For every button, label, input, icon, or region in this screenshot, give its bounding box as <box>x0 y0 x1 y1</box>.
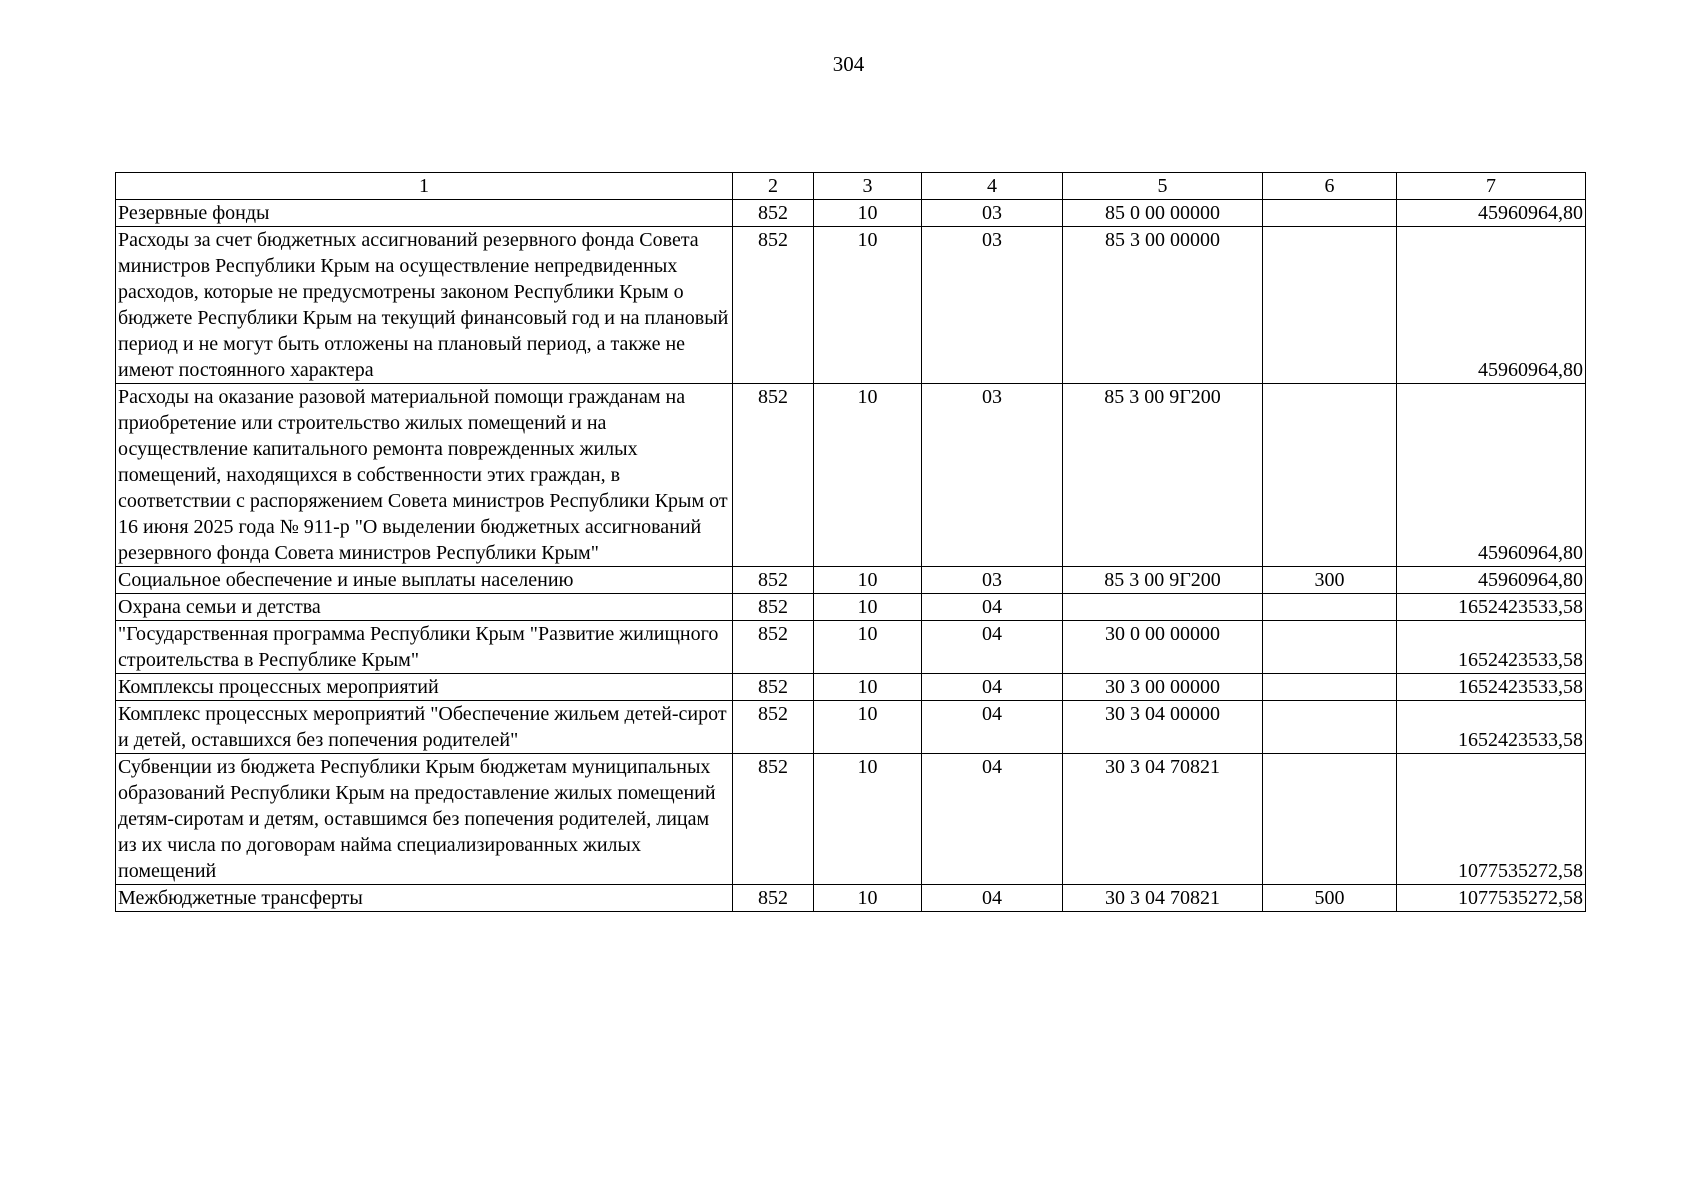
row-target-cell: 30 3 04 70821 <box>1063 885 1263 912</box>
header-cell: 3 <box>814 173 922 200</box>
row-subsection-cell: 03 <box>922 200 1063 227</box>
row-amount-cell: 45960964,80 <box>1397 227 1586 384</box>
row-name-cell: Резервные фонды <box>116 200 733 227</box>
row-name-cell: Комплекс процессных мероприятий "Обеспечение жильем детей-сирот и детей, оставшихся без попечения родителей" <box>116 701 733 754</box>
row-name-cell: Межбюджетные трансферты <box>116 885 733 912</box>
row-code-cell: 852 <box>733 200 814 227</box>
table-row <box>116 701 1586 754</box>
row-code-cell: 852 <box>733 621 814 674</box>
table-row <box>116 754 1586 885</box>
row-type-cell <box>1263 200 1397 227</box>
row-subsection-cell: 03 <box>922 567 1063 594</box>
header-cell: 2 <box>733 173 814 200</box>
table-row <box>116 384 1586 567</box>
row-target-cell <box>1063 594 1263 621</box>
row-code-cell: 852 <box>733 227 814 384</box>
header-cell: 7 <box>1397 173 1586 200</box>
row-name-cell: Охрана семьи и детства <box>116 594 733 621</box>
table-row <box>116 594 1586 621</box>
row-subsection-cell: 04 <box>922 594 1063 621</box>
row-section-cell: 10 <box>814 621 922 674</box>
row-amount-cell: 45960964,80 <box>1397 200 1586 227</box>
row-code-cell: 852 <box>733 885 814 912</box>
row-amount-cell: 1652423533,58 <box>1397 594 1586 621</box>
row-subsection-cell: 04 <box>922 701 1063 754</box>
table-row <box>116 227 1586 384</box>
row-name-cell: Комплексы процессных мероприятий <box>116 674 733 701</box>
row-name-cell: Расходы за счет бюджетных ассигнований резервного фонда Совета министров Республики Крым на осуществление непредвиденных расходов, которые не предусмотрены законом Республики Крым о бюджете Республики Крым на текущий финансовый год и на плановый период и не могут быть отложены на плановый период, а также не имеют постоянного характера <box>116 227 733 384</box>
row-section-cell: 10 <box>814 594 922 621</box>
row-amount-cell: 45960964,80 <box>1397 384 1586 567</box>
row-section-cell: 10 <box>814 754 922 885</box>
row-section-cell: 10 <box>814 674 922 701</box>
row-section-cell: 10 <box>814 200 922 227</box>
row-name-cell: Расходы на оказание разовой материальной помощи гражданам на приобретение или строительство жилых помещений и на осуществление капитального ремонта поврежденных жилых помещений, находящихся в собственности этих граждан, в соответствии с распоряжением Совета министров Республики Крым от 16 июня 2025 года № 911-р "О выделении бюджетных ассигнований резервного фонда Совета министров Республики Крым" <box>116 384 733 567</box>
row-target-cell: 85 3 00 00000 <box>1063 227 1263 384</box>
table-row <box>116 567 1586 594</box>
row-section-cell: 10 <box>814 885 922 912</box>
row-type-cell <box>1263 621 1397 674</box>
row-code-cell: 852 <box>733 594 814 621</box>
row-section-cell: 10 <box>814 701 922 754</box>
budget-table <box>115 172 1586 912</box>
row-type-cell <box>1263 754 1397 885</box>
row-code-cell: 852 <box>733 567 814 594</box>
row-name-cell: Субвенции из бюджета Республики Крым бюджетам муниципальных образований Республики Крым на предоставление жилых помещений детям-сиротам и детям, оставшимся без попечения родителей, лицам из их числа по договорам найма специализированных жилых помещений <box>116 754 733 885</box>
table-row <box>116 621 1586 674</box>
row-code-cell: 852 <box>733 674 814 701</box>
page-number: 304 <box>832 52 865 76</box>
row-section-cell: 10 <box>814 567 922 594</box>
header-cell: 4 <box>922 173 1063 200</box>
row-subsection-cell: 04 <box>922 621 1063 674</box>
row-amount-cell: 1077535272,58 <box>1397 885 1586 912</box>
row-type-cell: 300 <box>1263 567 1397 594</box>
row-target-cell: 85 0 00 00000 <box>1063 200 1263 227</box>
row-target-cell: 30 3 00 00000 <box>1063 674 1263 701</box>
row-target-cell: 30 0 00 00000 <box>1063 621 1263 674</box>
table-row <box>116 885 1586 912</box>
row-code-cell: 852 <box>733 384 814 567</box>
header-cell: 1 <box>116 173 733 200</box>
row-code-cell: 852 <box>733 701 814 754</box>
row-amount-cell: 1652423533,58 <box>1397 701 1586 754</box>
row-target-cell: 85 3 00 9Г200 <box>1063 384 1263 567</box>
table-row <box>116 674 1586 701</box>
row-amount-cell: 1652423533,58 <box>1397 621 1586 674</box>
row-type-cell <box>1263 384 1397 567</box>
row-amount-cell: 45960964,80 <box>1397 567 1586 594</box>
row-subsection-cell: 04 <box>922 885 1063 912</box>
row-name-cell: "Государственная программа Республики Крым "Развитие жилищного строительства в Республике Крым" <box>116 621 733 674</box>
table-row <box>116 200 1586 227</box>
row-code-cell: 852 <box>733 754 814 885</box>
row-target-cell: 30 3 04 00000 <box>1063 701 1263 754</box>
header-cell: 6 <box>1263 173 1397 200</box>
row-type-cell: 500 <box>1263 885 1397 912</box>
row-type-cell <box>1263 594 1397 621</box>
row-type-cell <box>1263 227 1397 384</box>
row-type-cell <box>1263 701 1397 754</box>
row-target-cell: 85 3 00 9Г200 <box>1063 567 1263 594</box>
row-type-cell <box>1263 674 1397 701</box>
row-name-cell: Социальное обеспечение и иные выплаты населению <box>116 567 733 594</box>
header-cell: 5 <box>1063 173 1263 200</box>
row-section-cell: 10 <box>814 384 922 567</box>
table-header-row <box>116 173 1586 200</box>
row-section-cell: 10 <box>814 227 922 384</box>
row-subsection-cell: 04 <box>922 674 1063 701</box>
row-amount-cell: 1077535272,58 <box>1397 754 1586 885</box>
row-subsection-cell: 04 <box>922 754 1063 885</box>
row-subsection-cell: 03 <box>922 227 1063 384</box>
row-target-cell: 30 3 04 70821 <box>1063 754 1263 885</box>
row-subsection-cell: 03 <box>922 384 1063 567</box>
row-amount-cell: 1652423533,58 <box>1397 674 1586 701</box>
